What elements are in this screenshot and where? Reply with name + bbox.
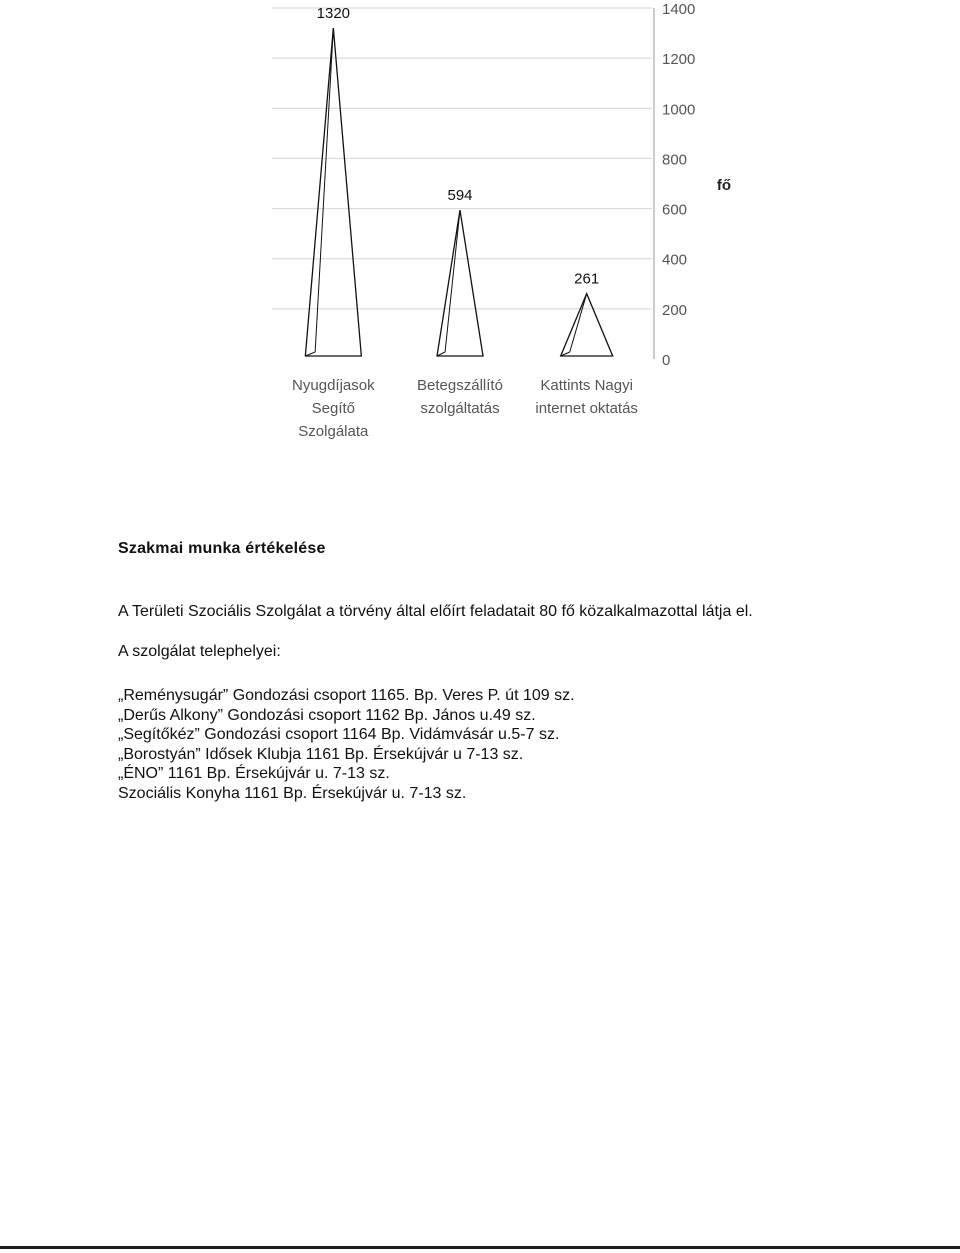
pyramid-bar (437, 210, 483, 356)
list-item: „Segítőkéz” Gondozási csoport 1164 Bp. Vidámvásár u.5-7 sz. (118, 726, 560, 744)
pyramid-bar (305, 28, 361, 356)
pyramid-edge (570, 294, 587, 352)
data-label: 261 (574, 270, 600, 288)
list-item: „ÉNO” 1161 Bp. Érsekújvár u. 7-13 sz. (118, 765, 390, 783)
sites-list (118, 686, 918, 804)
y-tick-label: 800 (662, 151, 688, 169)
category-label: Szolgálata (298, 423, 369, 440)
intro-paragraph: A Területi Szociális Szolgálat a törvény által előírt feladatait 80 fő közalkalmazottal látja el. (118, 603, 753, 620)
category-label: szolgáltatás (420, 400, 500, 417)
y-tick-label: 1000 (662, 101, 696, 119)
chart-gridlines (272, 8, 652, 309)
list-item: Szociális Konyha 1161 Bp. Érsekújvár u. 7-13 sz. (118, 784, 467, 802)
data-label: 1320 (316, 5, 351, 23)
pyramid-edge (315, 28, 333, 352)
data-label: 594 (447, 187, 473, 205)
category-label: Betegszállító (417, 377, 503, 394)
list-item: „Borostyán” Idősek Klubja 1161 Bp. Érsekújvár u 7-13 sz. (118, 745, 524, 763)
sites-title: A szolgálat telephelyei: (118, 643, 281, 660)
y-tick-label: 1200 (662, 51, 696, 69)
chart-y-axis (654, 1, 695, 369)
chart-labels (292, 5, 638, 440)
category-label: Kattints Nagyi (540, 377, 633, 394)
y-tick-label: 0 (662, 352, 671, 369)
pyramid-bar (561, 294, 613, 356)
y-tick-label: 600 (662, 201, 688, 219)
list-item: „Derűs Alkony” Gondozási csoport 1162 Bp. János u.49 sz. (118, 706, 536, 724)
category-label: internet oktatás (535, 400, 638, 417)
y-tick-label: 200 (662, 301, 688, 319)
category-label: Segítő (311, 400, 356, 417)
pyramid-bar-chart (0, 0, 960, 460)
pyramid-edge (445, 210, 460, 352)
page-bottom-rule (0, 1246, 960, 1249)
y-axis-label: fő (716, 177, 732, 194)
category-label: Nyugdíjasok (292, 377, 375, 394)
y-tick-label: 1400 (662, 1, 696, 18)
y-tick-label: 400 (662, 251, 688, 269)
section-heading: Szakmai munka értékelése (118, 540, 326, 557)
list-item: „Reménysugár” Gondozási csoport 1165. Bp. Veres P. út 109 sz. (118, 687, 575, 704)
